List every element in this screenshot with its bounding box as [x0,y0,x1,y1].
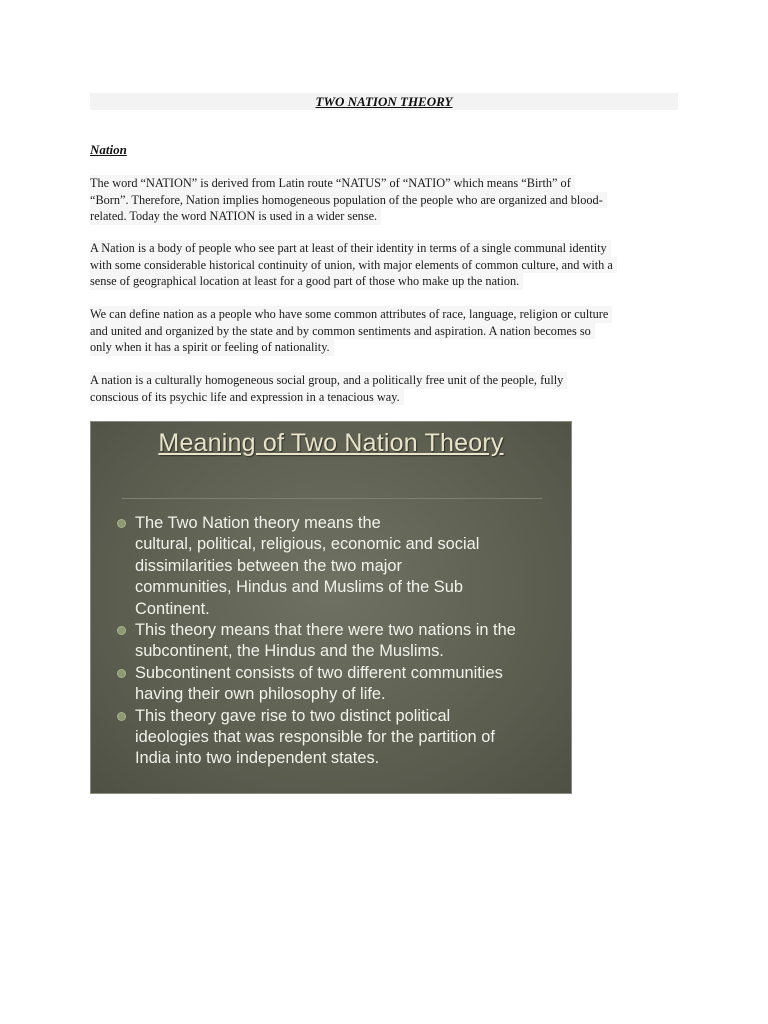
bullet-line: having their own philosophy of life. [135,685,386,704]
slide-title: Meaning of Two Nation Theory [158,429,504,457]
bullet-icon [118,520,125,527]
paragraph-line: and united and organized by the state and by common sentiments and aspiration. A nation becomes so [90,323,595,340]
bullet-icon [118,627,125,634]
title-bar [90,93,678,110]
bullet-line: communities, Hindus and Muslims of the Sub [135,578,463,597]
slide-bullet-list [118,513,558,770]
slide-bullet [118,513,558,620]
paragraph-line: only when it has a spirit or feeling of nationality. [90,339,334,356]
paragraph-3 [90,306,680,356]
document-title: TWO NATION THEORY [315,94,453,109]
bullet-line: Continent. [135,599,210,618]
slide-image [90,421,572,794]
paragraph-line: conscious of its psychic life and expression in a tenacious way. [90,389,404,406]
paragraph-4 [90,372,680,405]
slide-bullet [118,663,558,706]
bullet-line: The Two Nation theory means the [135,514,381,532]
bullet-line: subcontinent, the Hindus and the Muslims. [135,642,444,661]
paragraph-1 [90,175,680,225]
paragraph-line: with some considerable historical continuity of union, with major elements of common culture, and with a [90,257,617,274]
paragraph-line: related. Today the word NATION is used in a wider sense. [90,208,381,225]
paragraph-line: A nation is a culturally homogeneous social group, and a politically free unit of the people, fully [90,372,567,389]
section-heading: Nation [90,142,127,157]
bullet-line: This theory gave rise to two distinct political [135,706,451,725]
paragraph-line: “Born”. Therefore, Nation implies homogeneous population of the people who are organized and blood- [90,192,607,209]
bullet-line: dissimilarities between the two major [135,556,402,575]
paragraph-line: We can define nation as a people who have some common attributes of race, language, religion or culture [90,306,612,323]
paragraph-line: A Nation is a body of people who see part at least of their identity in terms of a single communal identity [90,240,611,257]
bullet-line: India into two independent states. [135,749,380,768]
slide-bullet [118,620,558,663]
bullet-icon [118,670,125,677]
bullet-line: cultural, political, religious, economic and social [135,535,480,554]
slide-divider [122,498,542,499]
paragraph-2 [90,240,680,290]
bullet-line: ideologies that was responsible for the partition of [135,728,495,747]
paragraph-line: sense of geographical location at least for a good part of those who make up the nation. [90,273,523,290]
slide-bullet [118,706,558,770]
bullet-line: This theory means that there were two nations in the [135,621,516,640]
paragraph-line: The word “NATION” is derived from Latin route “NATUS” of “NATIO” which means “Birth” of [90,175,575,192]
bullet-icon [118,713,125,720]
bullet-line: Subcontinent consists of two different communities [135,663,503,682]
